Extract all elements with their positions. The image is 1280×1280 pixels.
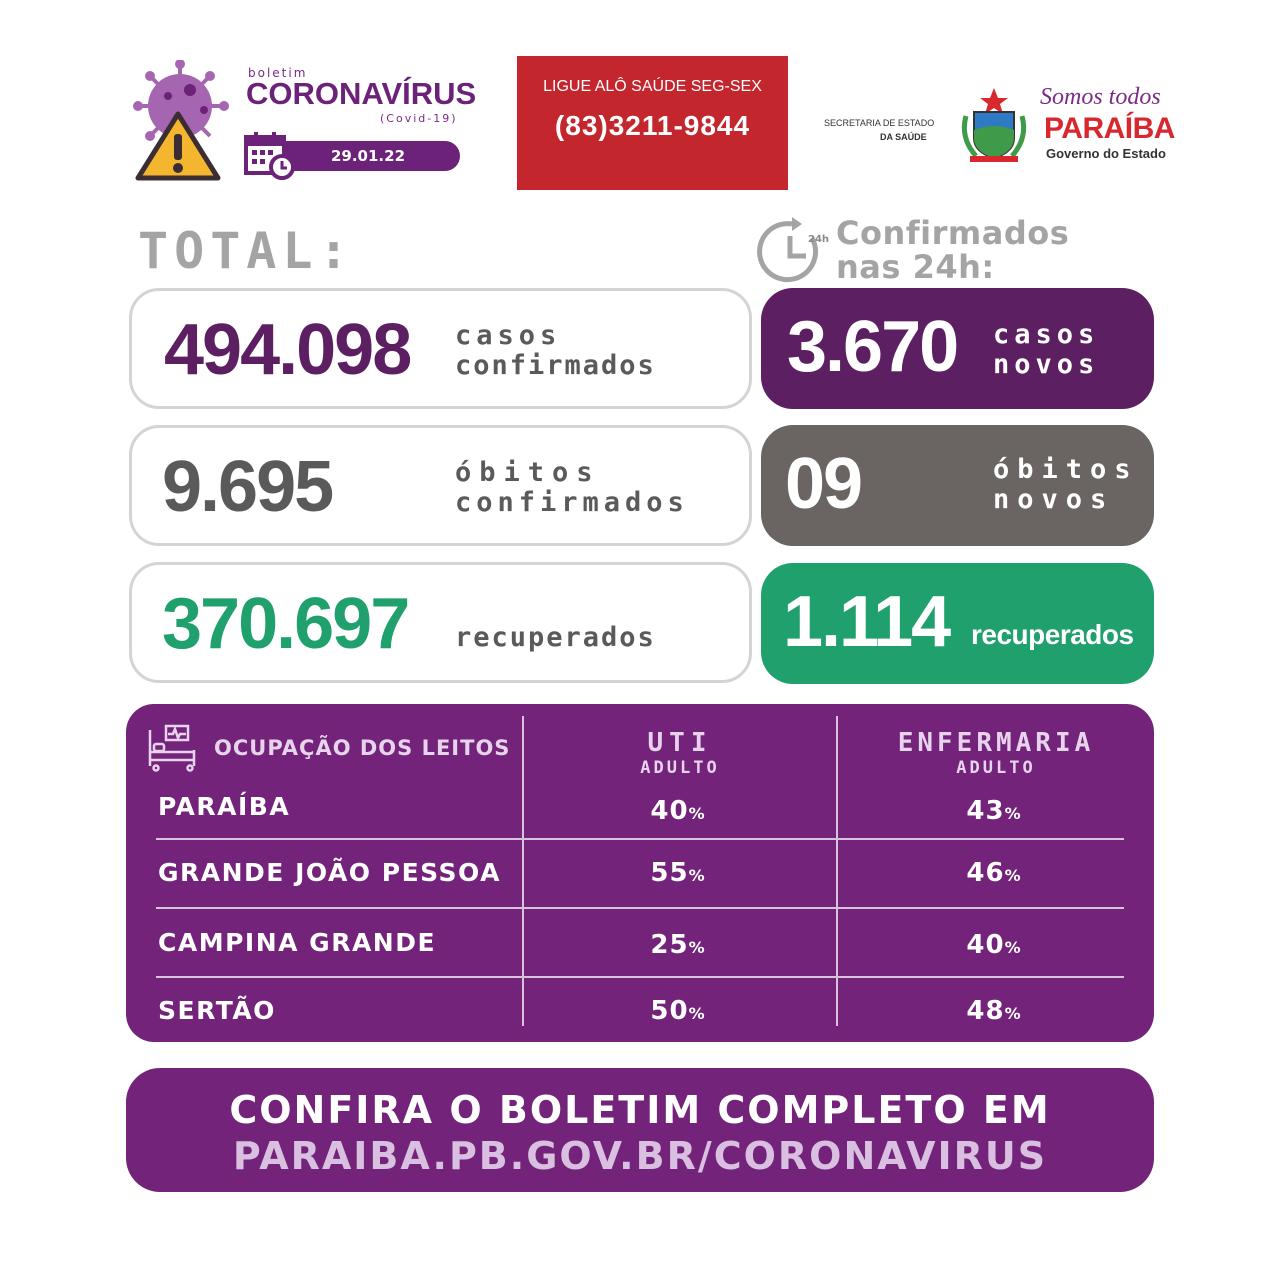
total-deaths-card — [129, 425, 752, 546]
table-row-name: CAMPINA GRANDE — [158, 928, 437, 957]
clock-badge: 24h — [808, 234, 830, 245]
enfermaria-title: ENFERMARIA — [897, 728, 1095, 758]
uti-header — [580, 728, 780, 778]
last24h-label-line2: nas 24h: — [836, 248, 995, 286]
uti-value: 25 — [650, 930, 689, 960]
total-label: TOTAL: — [138, 222, 355, 280]
table-row-name: GRANDE JOÃO PESSOA — [158, 858, 501, 887]
row-divider-2 — [156, 907, 1124, 909]
new-deaths-value: 09 — [785, 444, 862, 524]
virus-warning-icon — [132, 60, 232, 182]
column-divider-2 — [836, 716, 838, 1026]
table-cell-enf — [934, 996, 1054, 1026]
clock-24h-icon — [756, 216, 826, 286]
brand-title: CORONAVÍRUS — [246, 76, 477, 111]
hotline-box — [517, 56, 788, 190]
secretaria-line2: DA SAÚDE — [880, 132, 927, 142]
percent-sign: % — [688, 1004, 706, 1023]
calendar-clock-icon — [244, 131, 296, 181]
date-text: 29.01.22 — [330, 147, 406, 165]
state-coat-of-arms-icon — [956, 86, 1032, 166]
total-deaths-label — [455, 458, 689, 518]
row-divider-1 — [156, 838, 1124, 840]
table-cell-enf — [934, 858, 1054, 888]
table-row-name: SERTÃO — [158, 996, 276, 1025]
new-deaths-card — [761, 425, 1154, 546]
total-deaths-value: 9.695 — [162, 447, 333, 527]
paraiba-logo-text: PARAÍBA — [1044, 112, 1175, 145]
column-divider-1 — [522, 716, 524, 1026]
percent-sign: % — [1004, 938, 1022, 957]
total-recovered-value: 370.697 — [162, 584, 409, 664]
new-cases-value: 3.670 — [787, 307, 958, 387]
total-recovered-label: recuperados — [455, 622, 656, 653]
hospital-bed-icon — [146, 724, 198, 772]
governo-text: Governo do Estado — [1046, 146, 1166, 161]
total-confirmed-card — [129, 288, 752, 409]
percent-sign: % — [1004, 1004, 1022, 1023]
uti-value: 55 — [650, 858, 689, 888]
table-row-name: PARAÍBA — [158, 792, 291, 821]
table-cell-uti — [618, 858, 738, 888]
beds-title: OCUPAÇÃO DOS LEITOS — [214, 736, 511, 760]
table-cell-uti — [618, 930, 738, 960]
new-recovered-value: 1.114 — [783, 582, 950, 662]
row-divider-3 — [156, 976, 1124, 978]
new-deaths-label1: óbitos — [993, 454, 1139, 485]
secretaria-line1: SECRETARIA DE ESTADO — [824, 118, 935, 128]
total-confirmed-label — [455, 321, 656, 381]
new-recovered-card — [761, 563, 1154, 684]
footer-banner — [126, 1068, 1154, 1192]
total-confirmed-label2: confirmados — [455, 350, 656, 381]
table-cell-uti — [618, 796, 738, 826]
total-confirmed-value: 494.098 — [164, 310, 411, 390]
table-cell-uti — [618, 996, 738, 1026]
enf-value: 40 — [966, 930, 1005, 960]
hotline-label: LIGUE ALÔ SAÚDE SEG-SEX — [543, 78, 762, 95]
new-deaths-label2: novos — [993, 484, 1115, 515]
uti-subtitle: ADULTO — [640, 758, 720, 778]
table-cell-enf — [934, 930, 1054, 960]
total-deaths-label1: óbitos — [455, 457, 601, 488]
footer-line1: CONFIRA O BOLETIM COMPLETO EM — [229, 1088, 1051, 1132]
beds-occupancy-table — [126, 704, 1154, 1042]
percent-sign: % — [1004, 866, 1022, 885]
uti-title: UTI — [647, 728, 713, 758]
footer-link[interactable]: PARAIBA.PB.GOV.BR/CORONAVIRUS — [232, 1134, 1048, 1178]
percent-sign: % — [688, 938, 706, 957]
brand-sub: (Covid-19) — [380, 112, 458, 125]
uti-value: 40 — [650, 796, 689, 826]
brand-small: boletim — [248, 66, 308, 80]
enf-value: 48 — [966, 996, 1005, 1026]
enfermaria-header — [856, 728, 1136, 778]
hotline-number[interactable]: (83)3211-9844 — [554, 110, 751, 141]
new-cases-label2: novos — [993, 349, 1100, 380]
somos-todos-text: Somos todos — [1040, 84, 1161, 110]
new-recovered-label: recuperados — [971, 619, 1134, 650]
percent-sign: % — [1004, 804, 1022, 823]
new-cases-label — [993, 320, 1099, 380]
uti-value: 50 — [650, 996, 689, 1026]
enfermaria-subtitle: ADULTO — [956, 758, 1036, 778]
new-cases-label1: casos — [993, 319, 1100, 350]
enf-value: 46 — [966, 858, 1005, 888]
new-deaths-label — [993, 455, 1139, 515]
table-cell-enf — [934, 796, 1054, 826]
percent-sign: % — [688, 866, 706, 885]
new-cases-card — [761, 288, 1154, 409]
total-recovered-card — [129, 562, 752, 683]
enf-value: 43 — [966, 796, 1005, 826]
percent-sign: % — [688, 804, 706, 823]
total-confirmed-label1: casos — [455, 320, 562, 351]
last24h-label — [836, 216, 1069, 284]
last24h-label-line1: Confirmados — [836, 214, 1070, 252]
total-deaths-label2: confirmados — [455, 487, 689, 518]
